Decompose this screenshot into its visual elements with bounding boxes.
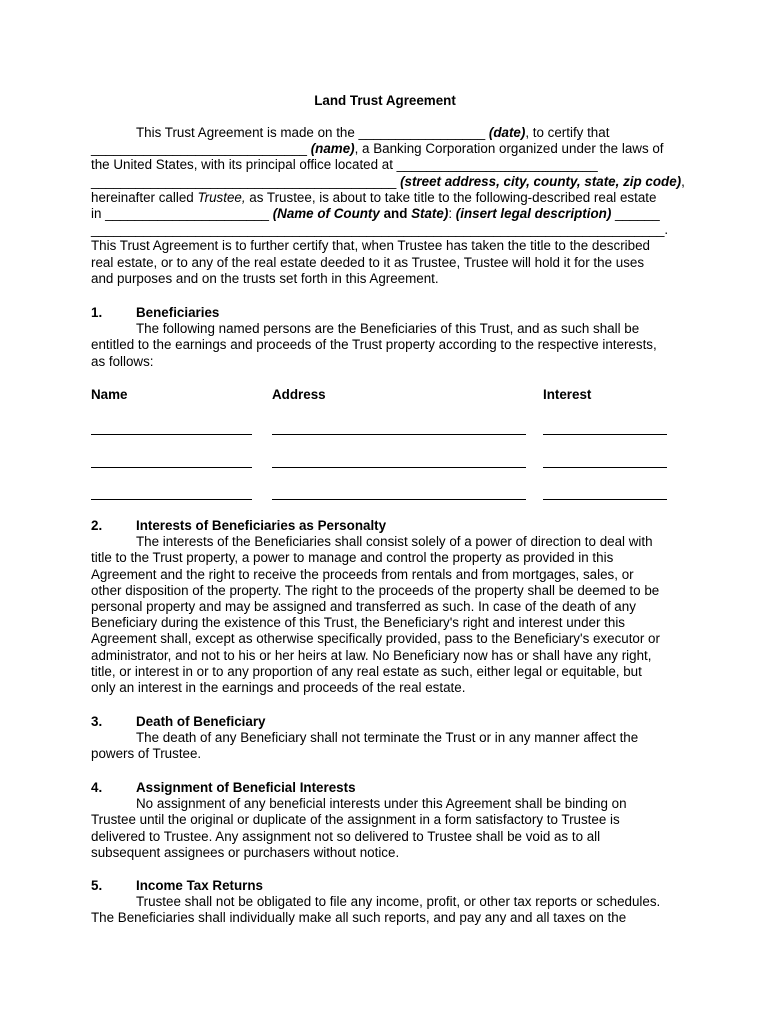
interest-entry-line[interactable] xyxy=(543,467,667,468)
section-line: Trustee until the original or duplicate of the assignment in a form satisfactory to Trustee is xyxy=(91,812,620,828)
intro-line: This Trust Agreement is to further certify that, when Trustee has taken the title to the described xyxy=(91,238,650,254)
section-line: Beneficiary during the existence of this Trust, the Beneficiary's right and interest under this xyxy=(91,615,625,631)
intro-line: _____________________________________________________________________________. xyxy=(91,222,669,238)
intro-line: _____________________________ (name), a Banking Corporation organized under the laws of xyxy=(91,141,664,157)
section-line: No assignment of any beneficial interests under this Agreement shall be binding on xyxy=(136,796,627,812)
section-line: The following named persons are the Beneficiaries of this Trust, and as such shall be xyxy=(136,321,640,337)
interest-entry-line[interactable] xyxy=(543,499,667,500)
intro-line: real estate, or to any of the real estate deeded to it as Trustee, Trustee will hold it for the uses xyxy=(91,254,645,270)
section-beneficiaries xyxy=(91,305,683,370)
name-entry-line[interactable] xyxy=(91,499,252,500)
section-line: powers of Trustee. xyxy=(91,746,202,762)
interest-entry-line[interactable] xyxy=(543,434,667,435)
intro-line: and purposes and on the trusts set forth in this Agreement. xyxy=(91,270,439,286)
section-number: 4. xyxy=(91,780,103,795)
document-title: Land Trust Agreement xyxy=(314,93,456,108)
section-line: title, or interest in or to any proportion of any real estate as such, either legal or equitable, but xyxy=(91,663,642,679)
section-line: only an interest in the earnings and proceeds of the real estate. xyxy=(91,680,466,696)
section-title: Beneficiaries xyxy=(136,305,220,320)
section-line: entitled to the earnings and proceeds of the Trust property according to the respective interests, xyxy=(91,337,657,353)
section-title: Interests of Beneficiaries as Personalty xyxy=(136,518,387,533)
section-line: Trustee shall not be obligated to file any income, profit, or other tax reports or schedules. xyxy=(136,894,661,910)
intro-line: _________________________________________ (street address, city, county, state, zip code), xyxy=(91,173,685,189)
section-line: The death of any Beneficiary shall not terminate the Trust or in any manner affect the xyxy=(136,730,639,746)
section-line: Agreement and the right to receive the proceeds from rentals and from mortgages, sales, or xyxy=(91,566,634,582)
section-heading xyxy=(91,878,683,894)
section-line: delivered to Trustee. Any assignment not so delivered to Trustee shall be void as to all xyxy=(91,828,601,844)
section-title: Income Tax Returns xyxy=(136,878,263,893)
section-line: administrator, and not to his or her heirs at law. No Beneficiary now has or shall have any right, xyxy=(91,647,652,663)
table-header-address: Address xyxy=(272,387,326,402)
section-death-of-beneficiary xyxy=(91,714,683,763)
section-line: Agreement shall, except as otherwise specifically provided, pass to the Beneficiary's executor or xyxy=(91,631,660,647)
section-heading xyxy=(91,518,683,534)
intro-line: hereinafter called Trustee, as Trustee, is about to take title to the following-described real estate xyxy=(91,189,657,205)
name-entry-line[interactable] xyxy=(91,467,252,468)
intro-line: the United States, with its principal office located at ___________________________ xyxy=(91,157,598,173)
date-blank: _________________ xyxy=(358,125,489,140)
section-assignment xyxy=(91,780,683,861)
section-number: 1. xyxy=(91,305,103,320)
table-header-interest: Interest xyxy=(543,387,592,402)
section-interests xyxy=(91,518,683,696)
section-title: Assignment of Beneficial Interests xyxy=(136,780,356,795)
section-line: title to the Trust property, a power to manage and control the property as provided in this xyxy=(91,550,614,566)
intro-paragraph xyxy=(91,125,683,287)
address-entry-line[interactable] xyxy=(272,434,526,435)
table-header-name: Name xyxy=(91,387,128,402)
section-heading xyxy=(91,305,683,321)
section-line: subsequent assignees or purchasers without notice. xyxy=(91,844,400,860)
section-title: Death of Beneficiary xyxy=(136,714,266,729)
address-blank: _________________________________________ xyxy=(91,173,401,189)
section-number: 2. xyxy=(91,518,103,533)
intro-line: in ______________________ (Name of County and State): (insert legal description) ______ xyxy=(91,206,660,222)
section-line: The Beneficiaries shall individually make all such reports, and pay any and all taxes on the xyxy=(91,910,627,926)
address-entry-line[interactable] xyxy=(272,499,526,500)
intro-line: This Trust Agreement is made on the _________________ (date), to certify that xyxy=(136,125,610,140)
name-blank: _____________________________ xyxy=(91,141,311,157)
section-number: 5. xyxy=(91,878,103,893)
section-number: 3. xyxy=(91,714,103,729)
section-line: as follows: xyxy=(91,353,154,369)
section-line: other disposition of the property. The right to the proceeds of the property shall be deemed to be xyxy=(91,582,660,598)
section-line: The interests of the Beneficiaries shall consist solely of a power of direction to deal with xyxy=(136,534,653,550)
section-heading xyxy=(91,780,683,796)
section-income-tax xyxy=(91,878,683,927)
address-entry-line[interactable] xyxy=(272,467,526,468)
section-heading xyxy=(91,714,683,730)
section-line: personal property and may be assigned and transferred as such. In case of the death of any xyxy=(91,599,636,615)
name-entry-line[interactable] xyxy=(91,434,252,435)
